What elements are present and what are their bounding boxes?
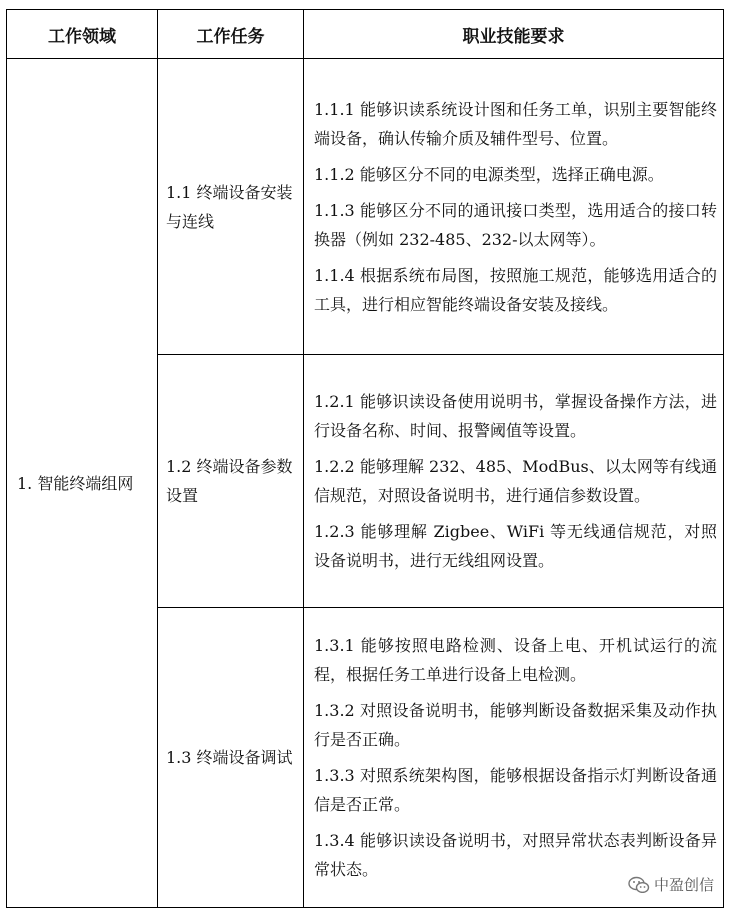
skill-item: 1.3.1 能够按照电路检测、设备上电、开机试运行的流程，根据任务工单进行设备上电检测。 <box>314 636 717 684</box>
header-skills: 职业技能要求 <box>304 10 724 59</box>
watermark-text: 中盈创信 <box>653 876 714 894</box>
task-cell: 1.3 终端设备调试 <box>158 608 304 908</box>
header-area: 工作领域 <box>7 10 158 59</box>
skill-item: 1.1.2 能够区分不同的电源类型，选择正确电源。 <box>314 164 664 184</box>
skills-table <box>6 9 724 908</box>
skill-item: 1.1.3 能够区分不同的通讯接口类型，选用适合的接口转换器（例如 232-485、232-以太网等）。 <box>314 200 717 249</box>
task-cell: 1.2 终端设备参数设置 <box>158 355 304 608</box>
skill-item: 1.3.3 对照系统架构图，能够根据设备指示灯判断设备通信是否正常。 <box>314 766 717 814</box>
skill-item: 1.3.2 对照设备说明书，能够判断设备数据采集及动作执行是否正确。 <box>314 701 717 749</box>
skill-item: 1.2.2 能够理解 232、485、ModBus、以太网等有线通信规范，对照设备说明书，进行通信参数设置。 <box>314 457 717 505</box>
skill-item: 1.2.1 能够识读设备使用说明书，掌握设备操作方法，进行设备名称、时间、报警阈值等设置。 <box>314 392 717 440</box>
header-task: 工作任务 <box>158 10 304 59</box>
work-area-cell: 1. 智能终端组网 <box>7 59 158 908</box>
skill-item: 1.1.4 根据系统布局图，按照施工规范，能够选用适合的工具，进行相应智能终端设备安装及接线。 <box>314 265 717 314</box>
skills-cell <box>304 608 724 908</box>
task-cell: 1.1 终端设备安装与连线 <box>158 59 304 355</box>
skill-item: 1.3.4 能够识读设备说明书，对照异常状态表判断设备异常状态。 <box>314 831 717 879</box>
table-row <box>7 59 724 355</box>
skill-item: 1.1.1 能够识读系统设计图和任务工单，识别主要智能终端设备，确认传输介质及辅件型号、位置。 <box>314 99 717 148</box>
header-row <box>7 10 724 59</box>
skill-item: 1.2.3 能够理解 Zigbee、WiFi 等无线通信规范，对照设备说明书，进行无线组网设置。 <box>314 522 717 570</box>
skills-cell <box>304 355 724 608</box>
watermark <box>628 874 714 895</box>
wechat-icon <box>628 876 650 894</box>
skills-cell <box>304 59 724 355</box>
